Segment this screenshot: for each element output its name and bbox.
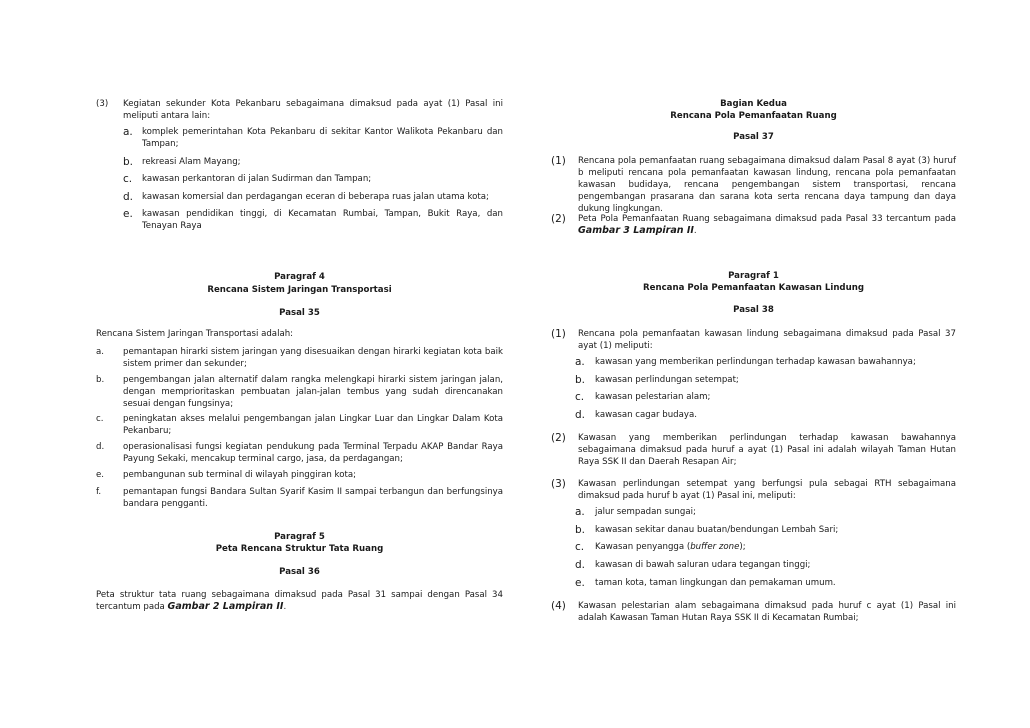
item-letter: c. [575, 541, 585, 553]
ayat-text [578, 213, 956, 237]
item-letter: b. [575, 374, 586, 386]
item-text: kawasan sekitar danau buatan/bendungan Lembah Sari; [595, 525, 839, 535]
item-text: pemantapan fungsi Bandara Sultan Syarif Kasim II sampai terbangun dan berfungsinya bandara pengganti. [123, 487, 503, 509]
pasal-38-title: Pasal 38 [733, 305, 774, 315]
ayat-text: Kawasan yang memberikan perlindungan terhadap kawasan bawahannya sebagaimana dimaksud pada huruf a ayat (1) Pasal ini adalah wilayah Taman Hutan Raya SSK II dan Daerah Resapan Air; [578, 433, 956, 467]
item-text: kawasan pendidikan tinggi, di Kecamatan Rumbai, Tampan, Bukit Raya, dan Tenayan Raya [142, 209, 503, 231]
item-text: kawasan pelestarian alam; [595, 392, 711, 402]
ayat-number: (2) [551, 213, 566, 225]
item-text: rekreasi Alam Mayang; [142, 157, 241, 167]
item-text: jalur sempadan sungai; [595, 507, 696, 517]
item-letter: d. [575, 409, 586, 421]
item-text: pemantapan hirarki sistem jaringan yang disesuaikan dengan hirarki kegiatan kota baik sistem primer dan sekunder; [123, 347, 503, 369]
ayat-text-after: . [693, 226, 697, 236]
item-text: komplek pemerintahan Kota Pekanbaru di sekitar Kantor Walikota Pekanbaru dan Tampan; [142, 127, 503, 149]
ayat-text: Kawasan pelestarian alam sebagaimana dimaksud pada huruf c ayat (1) Pasal ini adalah Kawasan Taman Hutan Raya SSK II di Kecamatan Rumbai; [578, 601, 956, 623]
item-letter: d. [123, 191, 134, 203]
pasal-37-title: Pasal 37 [733, 132, 774, 142]
pasal-36-text-before: Peta struktur tata ruang sebagaimana dimaksud pada Pasal 31 sampai dengan Pasal 34 tercantum pada [96, 590, 503, 612]
item-text: kawasan yang memberikan perlindungan terhadap kawasan bawahannya; [595, 357, 916, 367]
item-text: pembangunan sub terminal di wilayah pinggiran kota; [123, 470, 357, 480]
item-letter: c. [575, 391, 585, 403]
paragraf-5-title: Paragraf 5 [274, 532, 325, 542]
bagian-kedua-subtitle: Rencana Pola Pemanfaatan Ruang [670, 111, 837, 121]
item-text-before: Kawasan penyangga ( [595, 542, 691, 552]
ayat-text: Kawasan perlindungan setempat yang berfungsi pula sebagai RTH sebagaimana dimaksud pada huruf b ayat (1) Pasal ini, meliputi: [578, 479, 956, 501]
ayat-number: (2) [551, 432, 566, 444]
item-letter: e. [96, 470, 105, 480]
item-text: kawasan perkantoran di jalan Sudirman dan Tampan; [142, 174, 372, 184]
item-letter: a. [575, 356, 585, 368]
paragraf-1-subtitle: Rencana Pola Pemanfaatan Kawasan Lindung [643, 283, 864, 293]
item-text: peningkatan akses melalui pengembangan jalan Lingkar Luar dan Lingkar Dalam Kota Pekanbaru; [123, 414, 503, 436]
paragraf-1-title: Paragraf 1 [728, 271, 779, 281]
item-letter: f. [96, 487, 102, 497]
ayat-text: Rencana pola pemanfaatan ruang sebagaimana dimaksud dalam Pasal 8 ayat (3) huruf b meliputi rencana pola pemanfaatan kawasan lindung, rencana pola pemanfaatan kawasan budidaya, rencana pengembangan sistem transportasi, rencana pengembangan prasarana dan sarana kota serta rencana daya tampung dan daya dukung lingkungan. [578, 156, 956, 214]
ayat-number: (1) [551, 155, 566, 167]
item-text: operasionalisasi fungsi kegiatan pendukung pada Terminal Terpadu AKAP Bandar Raya Payung Sekaki, mencakup terminal cargo, jasa, da perdagangan; [123, 442, 503, 464]
pasal-36-text [96, 589, 503, 613]
item-text: kawasan di bawah saluran udara tegangan tinggi; [595, 560, 811, 570]
ayat-text-before: Peta Pola Pemanfaatan Ruang sebagaimana dimaksud pada Pasal 33 tercantum pada [578, 214, 956, 224]
item-text: kawasan cagar budaya. [595, 410, 697, 420]
ayat-number: (3) [551, 478, 566, 490]
paragraf-4-subtitle: Rencana Sistem Jaringan Transportasi [207, 285, 392, 295]
ayat-text: Kegiatan sekunder Kota Pekanbaru sebagaimana dimaksud pada ayat (1) Pasal ini meliputi antara lain: [123, 99, 503, 121]
ayat-number: (1) [551, 328, 566, 340]
gambar-3-reference: Gambar 3 Lampiran II [578, 225, 694, 236]
pasal-36-title: Pasal 36 [279, 567, 320, 577]
pasal-35-title: Pasal 35 [279, 308, 320, 318]
item-letter: b. [96, 375, 105, 385]
item-text: kawasan perlindungan setempat; [595, 375, 739, 385]
item-text: pengembangan jalan alternatif dalam rangka melengkapi hirarki sistem jaringan jalan, dengan memprioritaskan pembuatan jalan-jalan tembus yang sudah direncanakan sesuai dengan fungsinya; [123, 375, 503, 409]
item-letter: b. [123, 156, 134, 168]
item-letter: a. [575, 506, 585, 518]
item-letter: a. [96, 347, 104, 357]
pasal-36-text-after: . [283, 602, 287, 612]
ayat-number: (3) [96, 99, 109, 109]
gambar-2-reference: Gambar 2 Lampiran II [167, 601, 284, 612]
item-text: taman kota, taman lingkungan dan pemakaman umum. [595, 578, 836, 588]
item-text: kawasan komersial dan perdagangan eceran di beberapa ruas jalan utama kota; [142, 192, 489, 202]
bagian-kedua-title: Bagian Kedua [720, 99, 787, 109]
ayat-number: (4) [551, 600, 566, 612]
item-letter: c. [96, 414, 104, 424]
pasal-35-intro: Rencana Sistem Jaringan Transportasi adalah: [96, 329, 294, 339]
item-text-after: ); [739, 542, 746, 552]
item-letter: d. [96, 442, 105, 452]
item-text [595, 541, 956, 553]
item-letter: e. [575, 577, 585, 589]
item-letter: b. [575, 524, 586, 536]
item-letter: d. [575, 559, 586, 571]
item-letter: e. [123, 208, 133, 220]
paragraf-5-subtitle: Peta Rencana Struktur Tata Ruang [215, 544, 384, 554]
item-letter: a. [123, 126, 133, 138]
item-letter: c. [123, 173, 133, 185]
buffer-zone-term: buffer zone [690, 542, 740, 552]
ayat-text: Rencana pola pemanfaatan kawasan lindung sebagaimana dimaksud pada Pasal 37 ayat (1) meliputi: [578, 329, 956, 351]
paragraf-4-title: Paragraf 4 [274, 272, 325, 282]
